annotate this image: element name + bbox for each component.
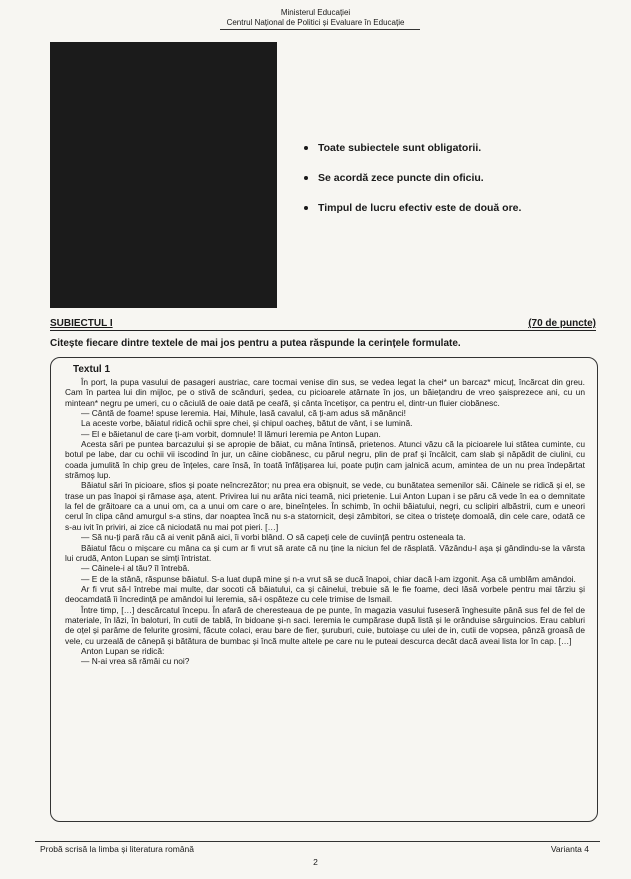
subject-points: (70 de puncte) xyxy=(528,318,596,329)
paragraph: — Câinele-i al tău? îl întrebă. xyxy=(81,563,190,574)
paragraph: — Cântă de foame! spuse Ieremia. Hai, Mihule, lasă cavalul, că ți-am adus să mănânci! xyxy=(81,408,406,419)
paragraph: Anton Lupan se ridică: xyxy=(81,645,165,656)
paragraph: — E de la stână, răspunse băiatul. S-a luat după mine și n-a vrut să se ducă înapoi, chiar dacă l-am izgonit. Așa că umblăm amândoi. xyxy=(81,573,576,584)
text-1-box xyxy=(50,357,598,822)
center-name: Centrul Național de Politici și Evaluare în Educație xyxy=(226,18,405,27)
bullet-icon xyxy=(304,206,308,210)
paragraph: Băiatul făcu o mișcare cu mâna ca și cum ar fi vrut să arate că nu ține la niciun fel de răsplată. Văzându-l așa și gândindu-se la vârsta lui crudă, Anton Lupan se simți întristat. xyxy=(65,542,585,563)
ministry-name: Ministerul Educației xyxy=(280,8,351,17)
instruction-item: Toate subiectele sunt obligatorii. xyxy=(302,142,602,155)
paragraph: — Să nu-ți pară rău că ai venit până aici, îi vorbi blând. O să capeți cele de cuviință pentru osteneala ta. xyxy=(81,532,466,543)
paragraph: Ar fi vrut să-l întrebe mai multe, dar socoti că băiatului, ca și câinelui, trebuie să le fie foame, deci lăsă vorbele pentru mai târziu și deocamdată îi încredință pe amândoi lui Ieremia, să-i ospăteze cu cele trimise de Ismail. xyxy=(65,583,585,605)
page-header xyxy=(0,8,631,28)
paragraph: — N-ai vrea să rămâi cu noi? xyxy=(81,656,190,667)
paragraph: Acesta sări pe puntea barcazului și se apropie de băiat, cu mâna întinsă, prietenos. Atunci văzu că la picioarele lui stătea cuminte, cu botul pe labe, dar cu ochii vii iscodind în jur, un câine ciobănesc, cu părul negru, plin de praf și încâlcit, cam slab și năpădit de ciulini, cu coada jumulită în chip greu de înțeles, care însă, în toată înfățișarea lui, poate puțin cam jalnică acum, amintea de un nu prea îndepărtat strămoș lup. xyxy=(65,439,585,481)
footer-rule xyxy=(35,841,600,842)
header-rule xyxy=(220,29,420,30)
paragraph: Între timp, […] descărcatul începu. În afară de cheresteaua de pe punte, în magazia vasului fuseseră înghesuite până sus fel de fel de materiale, în lăzi, în baloturi, în cutii de tablă, în bidoane și-n saci. Ieremia le cumpărase după listă și le orânduise sârguincios. Erau cabluri de oțel și parâme de felurite grosimi, făcute colaci, erau bare de fier, șuruburi, cuie, butoiașe cu ulei de in, cutii de vopsea, pânză groasă de vele, cu urzeală de cânepă și bătătura de bumbac și încă multe altele pe care nu le puteai descurca decât dacă aveai lista lor în cap. […] xyxy=(65,604,585,646)
paragraph: La aceste vorbe, băiatul ridică ochii spre chei, și chipul oacheș, bătut de vânt, i se lumină. xyxy=(81,418,413,429)
bullet-icon xyxy=(304,146,308,150)
variant-label: Varianta 4 xyxy=(550,844,589,854)
instruction-item: Timpul de lucru efectiv este de două ore. xyxy=(302,202,602,215)
exam-name: Probă scrisă la limba și literatura română xyxy=(40,844,195,854)
bullet-icon xyxy=(304,176,308,180)
text-1-heading: Textul 1 xyxy=(73,364,111,375)
subject-title: SUBIECTUL I xyxy=(50,318,113,329)
paragraph: — El e băietanul de care ți-am vorbit, domnule! îl lămuri Ieremia pe Anton Lupan. xyxy=(81,428,381,439)
page-number: 2 xyxy=(313,857,318,867)
paragraph: Băiatul sări în picioare, sfios și poate neîncrezător; nu prea era obișnuit, se vede, cu bunătatea semenilor săi. Câinele se ridică și el, se trase un pas înapoi și rămase așa, atent. Privirea lui nu arăta nici teamă, nici prietenie. Lui Anton Lupan i se păru că vede în ea o demnitate la fel de grăitoare ca a unui om, ca a unui om care o are, bineînțeles. În schimb, în ochii băiatului, negri, cu sclipiri albăstrii, cum e uneori cerul în clipa când amurgul s-a stins, dar noaptea încă nu s-a statornicit, deși zâmbitori, se citea o tristețe domoală, din cele care, odată ce s-au ivit în priviri, ai zice că niciodată nu mai pot pieri. […] xyxy=(65,480,585,532)
instruction-item: Se acordă zece puncte din oficiu. xyxy=(302,172,602,185)
subject-header xyxy=(50,316,596,331)
redacted-area xyxy=(50,42,277,308)
paragraph: În port, la pupa vasului de pasageri austriac, care tocmai venise din sus, se vedea legat la chei* un barcaz* micuț, încărcat din greu. Cam în partea lui din mijloc, pe o stivă de scânduri, ședea, cu picioarele atârnate în jos, un băiețandru de vreo șaisprezece ani, cu un mintean* negru pe umeri, cu o căciulă de oaie dată pe ceafă, și cânta încetișor, ca pentru el, dintr-un fluier ciobănesc. xyxy=(65,377,585,408)
subject-instruction: Citește fiecare dintre textele de mai jos pentru a putea răspunde la cerințele formulate. xyxy=(50,338,461,349)
general-instructions xyxy=(302,142,602,232)
